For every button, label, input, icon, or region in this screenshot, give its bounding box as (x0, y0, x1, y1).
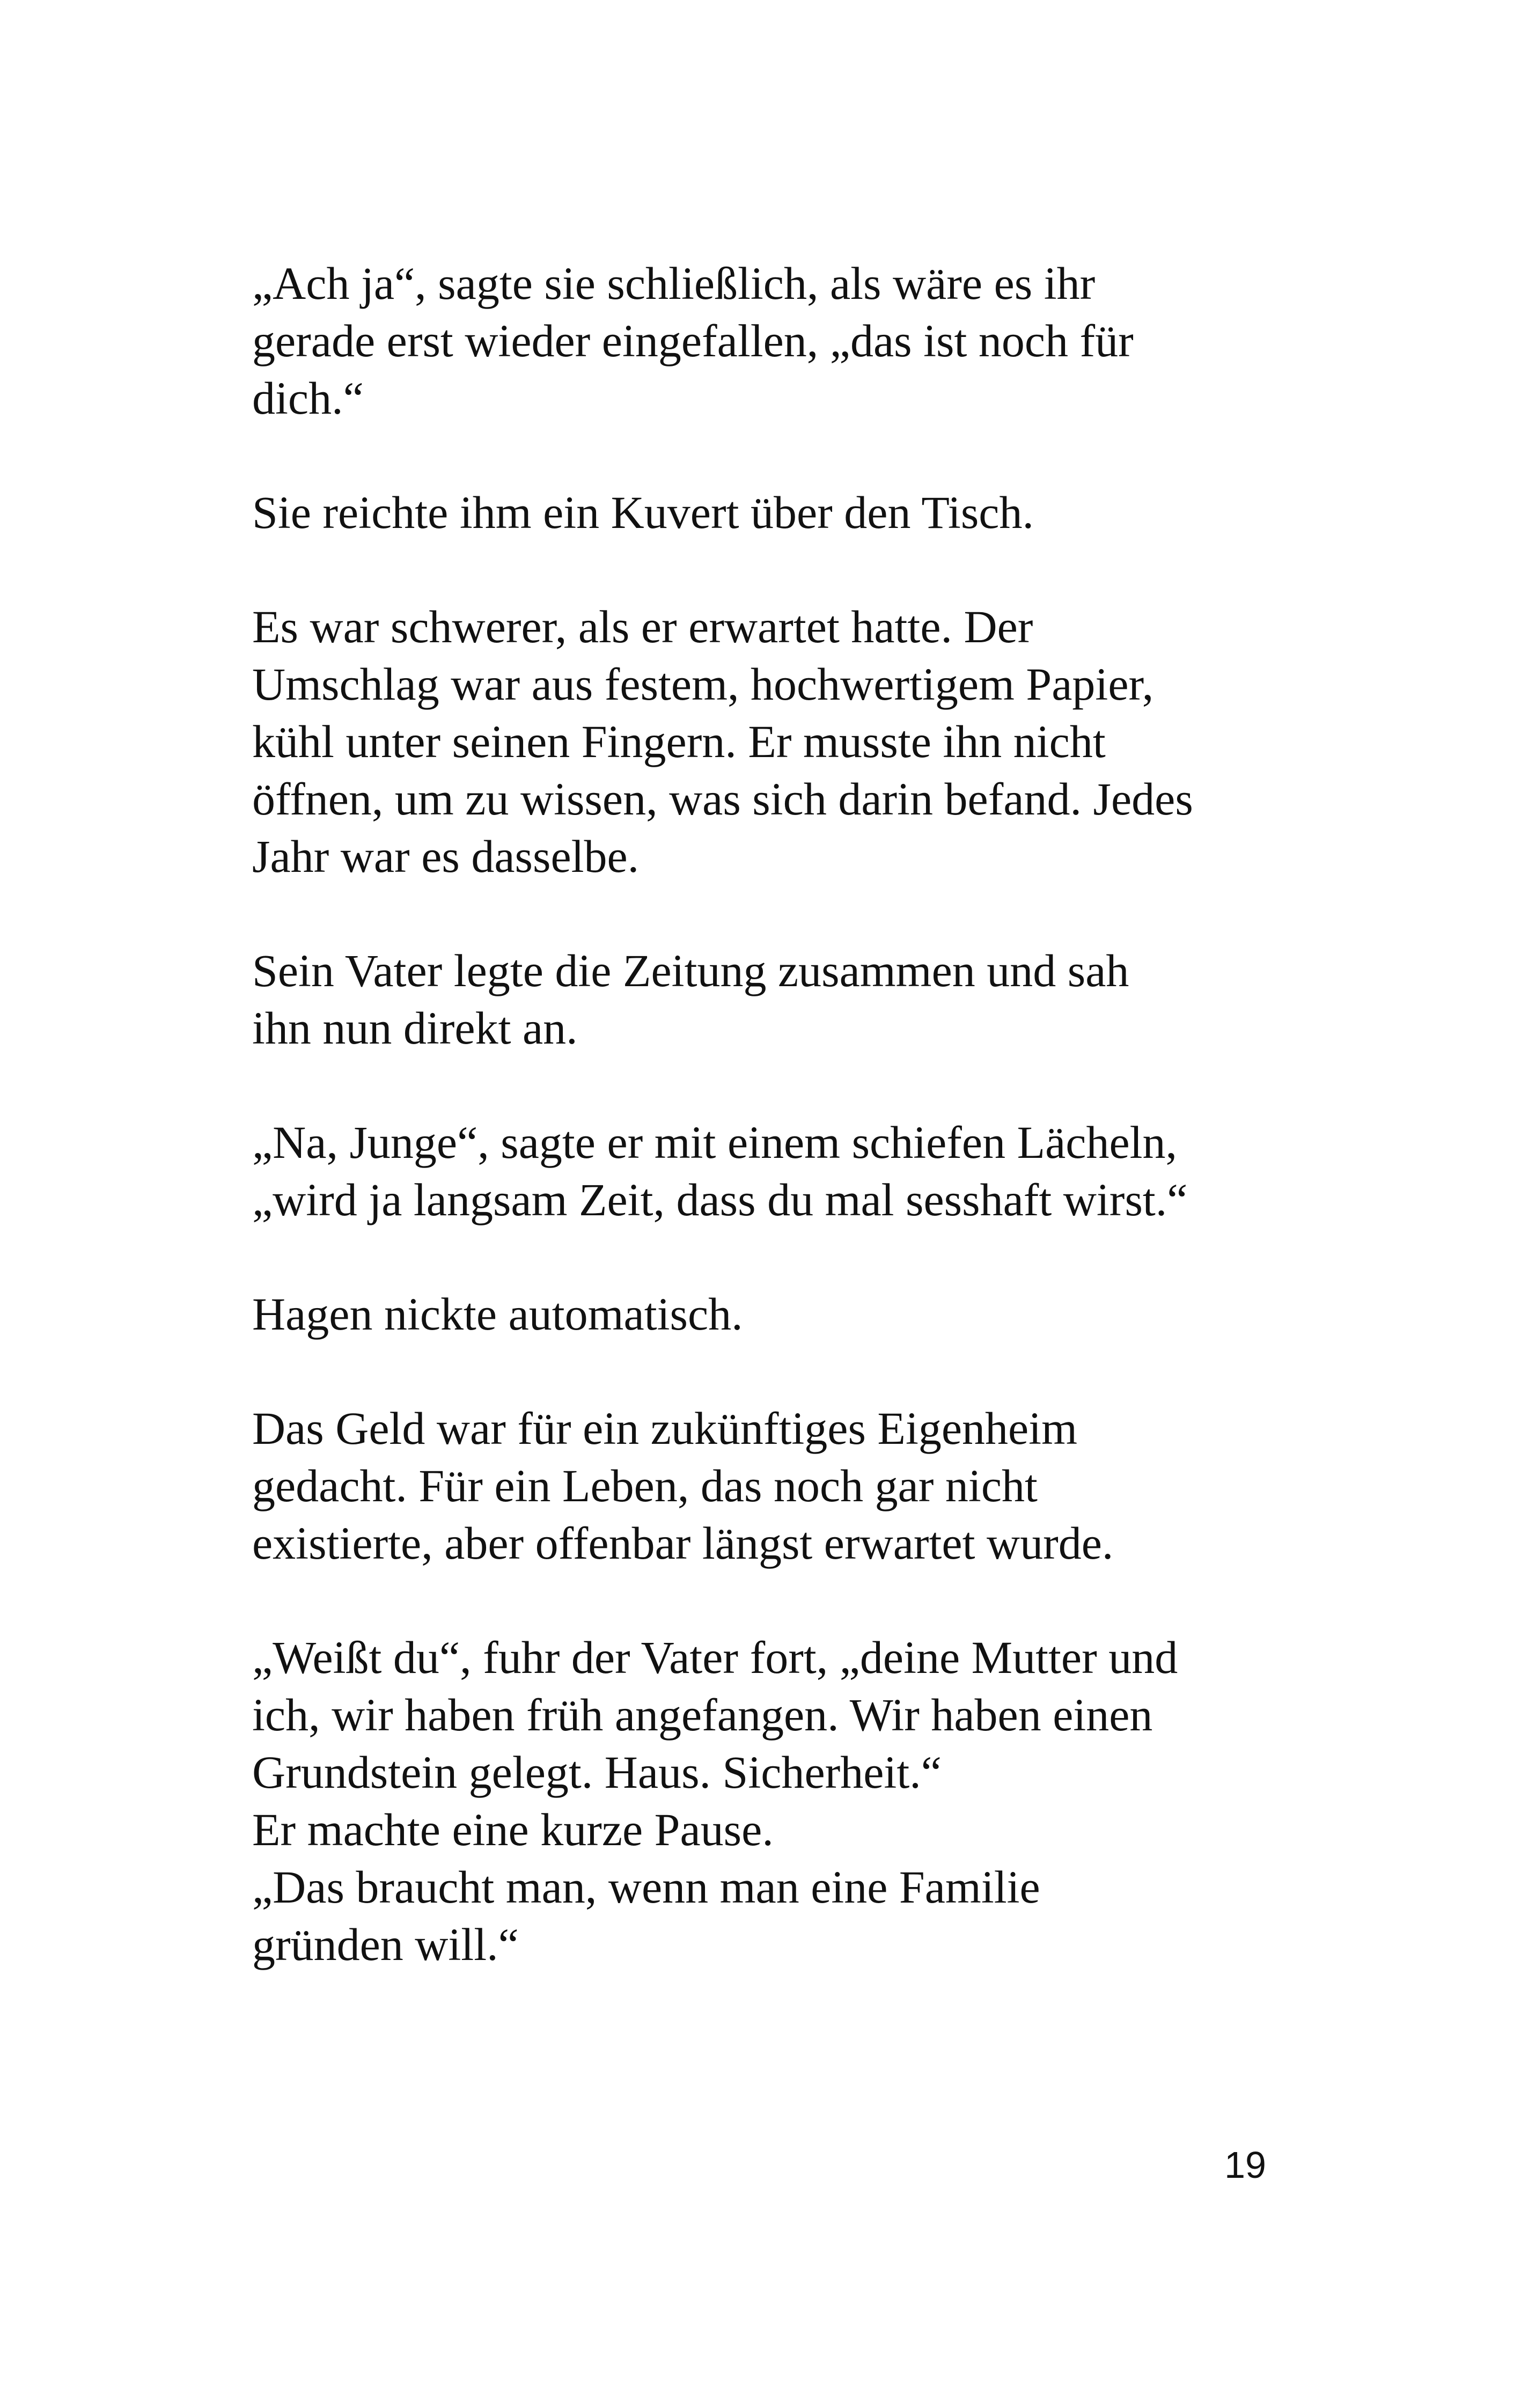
text-line: Das Geld war für ein zukünftiges Eigenheim (252, 1403, 1077, 1454)
text-line: „Das braucht man, wenn man eine Familie (252, 1861, 1040, 1913)
text-line: öffnen, um zu wissen, was sich darin befand. Jedes (252, 773, 1193, 825)
text-line: existierte, aber offenbar längst erwartet wurde. (252, 1517, 1114, 1569)
paragraph (252, 942, 1293, 1057)
paragraph (252, 255, 1293, 427)
paragraph (252, 1400, 1293, 1572)
text-line: kühl unter seinen Fingern. Er musste ihn nicht (252, 716, 1106, 767)
text-line: „Weißt du“, fuhr der Vater fort, „deine Mutter und (252, 1632, 1178, 1683)
text-line: gerade erst wieder eingefallen, „das ist noch für (252, 315, 1134, 366)
text-line: ich, wir haben früh angefangen. Wir haben einen (252, 1689, 1153, 1741)
text-line: „wird ja langsam Zeit, dass du mal sesshaft wirst.“ (252, 1174, 1188, 1225)
text-line: gedacht. Für ein Leben, das noch gar nicht (252, 1460, 1038, 1511)
text-line: Er machte eine kurze Pause. (252, 1804, 774, 1855)
text-line: Sein Vater legte die Zeitung zusammen und sah (252, 945, 1129, 996)
page-number: 19 (1224, 2144, 1266, 2186)
text-line: „Na, Junge“, sagte er mit einem schiefen Lächeln, (252, 1117, 1178, 1168)
body-text (252, 255, 1293, 2030)
text-line: gründen will.“ (252, 1919, 519, 1970)
paragraph (252, 1286, 1293, 1343)
text-line: Umschlag war aus festem, hochwertigem Papier, (252, 658, 1154, 710)
text-line: dich.“ (252, 372, 364, 424)
text-line: Grundstein gelegt. Haus. Sicherheit.“ (252, 1746, 942, 1798)
text-line: Jahr war es dasselbe. (252, 831, 640, 882)
text-line: Hagen nickte automatisch. (252, 1288, 743, 1340)
paragraph (252, 1114, 1293, 1229)
paragraph (252, 1629, 1293, 1973)
text-line: ihn nun direkt an. (252, 1002, 578, 1054)
text-line: „Ach ja“, sagte sie schließlich, als wäre es ihr (252, 258, 1096, 309)
text-line: Es war schwerer, als er erwartet hatte. Der (252, 601, 1033, 652)
paragraph (252, 484, 1293, 541)
text-line: Sie reichte ihm ein Kuvert über den Tisch. (252, 487, 1034, 538)
paragraph (252, 598, 1293, 885)
